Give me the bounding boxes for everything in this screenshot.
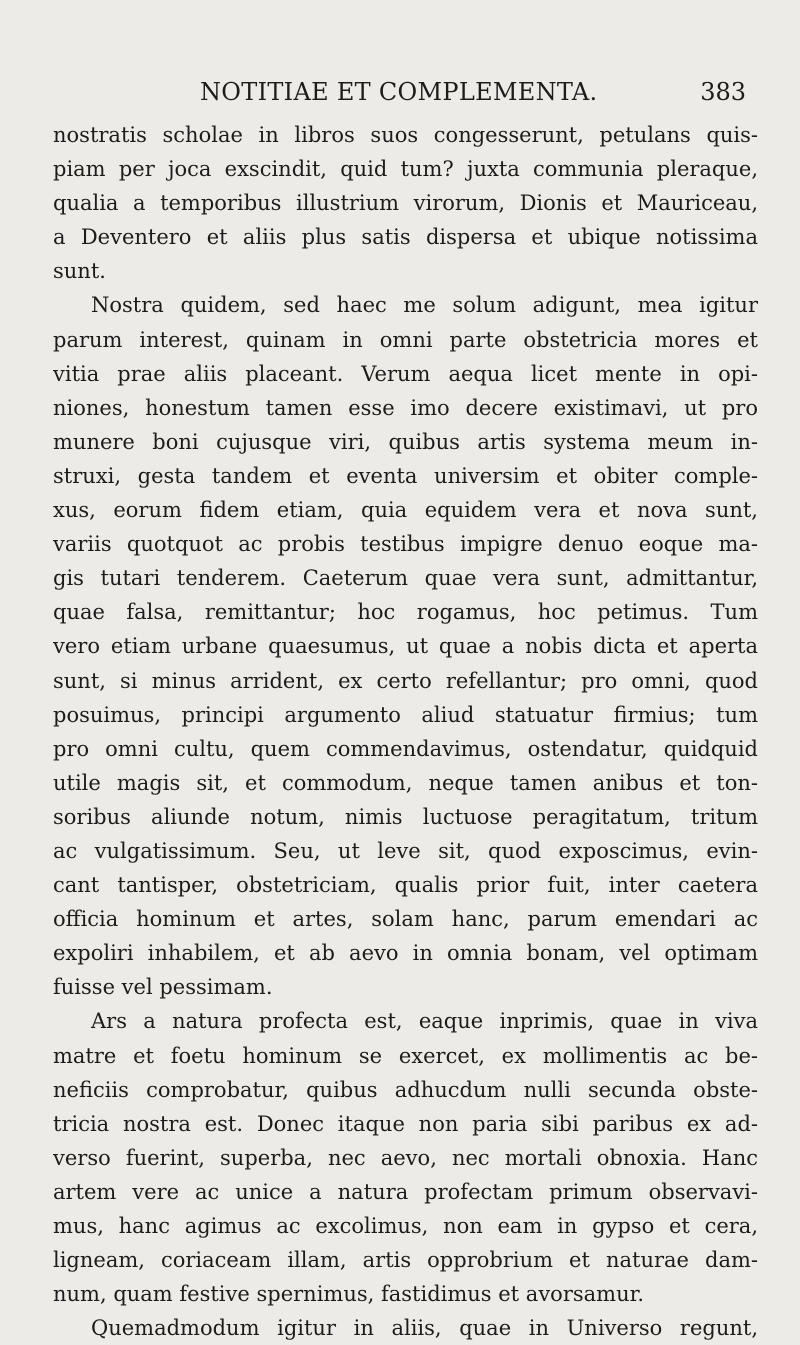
text-line: variis quotquot ac probis testibus impigre denuo eoque ma- — [53, 532, 758, 557]
text-line: Ars a natura profecta est, eaque inprimis, quae in viva — [91, 1009, 758, 1034]
running-head — [0, 78, 800, 118]
text-line: vero etiam urbane quaesumus, ut quae a nobis dicta et aperta — [53, 634, 758, 659]
text-line: ligneam, coriaceam illam, artis opprobrium et naturae dam- — [53, 1248, 758, 1273]
text-line: utile magis sit, et commodum, neque tamen anibus et ton- — [53, 770, 758, 795]
text-line: num, quam festive spernimus, fastidimus et avorsamur. — [53, 1282, 645, 1307]
text-line: posuimus, principi argumento aliud statuatur firmius; tum — [53, 702, 758, 727]
text-line: Nostra quidem, sed haec me solum adigunt, mea igitur — [91, 293, 758, 318]
text-line: officia hominum et artes, solam hanc, parum emendari ac — [53, 907, 758, 932]
text-line: matre et foetu hominum se exercet, ex mollimentis ac be- — [53, 1043, 758, 1068]
text-line: vitia prae aliis placeant. Verum aequa licet mente in opi- — [53, 361, 758, 386]
text-line: parum interest, quinam in omni parte obstetricia mores et — [53, 327, 758, 352]
text-line: fuisse vel pessimam. — [53, 975, 273, 1000]
text-line: artem vere ac unice a natura profectam primum observavi- — [53, 1179, 758, 1204]
text-line: Quemadmodum igitur in aliis, quae in Universo regunt, — [91, 1316, 758, 1341]
text-line: piam per joca exscindit, quid tum? juxta communia pleraque, — [53, 157, 758, 182]
body-text — [53, 118, 758, 1345]
text-line: xus, eorum fidem etiam, quia equidem vera et nova sunt, — [53, 498, 758, 523]
text-line: pro omni cultu, quem commendavimus, ostendatur, quidquid — [53, 736, 758, 761]
text-line: mus, hanc agimus ac excolimus, non eam in gypso et cera, — [53, 1214, 758, 1238]
text-line: qualia a temporibus illustrium virorum, Dionis et Mauriceau, — [53, 191, 758, 216]
running-head-title: NOTITIAE ET COMPLEMENTA. — [200, 78, 598, 106]
text-line: a Deventero et aliis plus satis dispersa et ubique notissima — [53, 225, 758, 250]
text-line: quae falsa, remittantur; hoc rogamus, hoc petimus. Tum — [53, 600, 758, 625]
text-line: munere boni cujusque viri, quibus artis systema meum in- — [53, 429, 758, 454]
text-line: tricia nostra est. Donec itaque non paria sibi paribus ex ad- — [53, 1111, 758, 1136]
text-line: sunt, si minus arrident, ex certo refellantur; pro omni, quod — [53, 668, 758, 693]
text-line: struxi, gesta tandem et eventa universim et obiter comple- — [53, 463, 758, 488]
text-line: ac vulgatissimum. Seu, ut leve sit, quod exposcimus, evin- — [53, 838, 758, 863]
page-number: 383 — [700, 78, 746, 106]
text-line: expoliri inhabilem, et ab aevo in omnia bonam, vel optimam — [53, 941, 758, 966]
text-line: neficiis comprobatur, quibus adhucdum nulli secunda obste- — [53, 1077, 758, 1102]
text-line: nostratis scholae in libros suos congesserunt, petulans quis- — [53, 123, 758, 147]
text-line: niones, honestum tamen esse imo decere existimavi, ut pro — [53, 395, 758, 420]
text-line: soribus aliunde notum, nimis luctuose peragitatum, tritum — [53, 804, 758, 829]
text-line: verso fuerint, superba, nec aevo, nec mortali obnoxia. Hanc — [53, 1145, 758, 1170]
text-line: sunt. — [53, 259, 106, 284]
text-line: cant tantisper, obstetriciam, qualis prior fuit, inter caetera — [53, 873, 758, 898]
text-line: gis tutari tenderem. Caeterum quae vera sunt, admittantur, — [53, 566, 758, 591]
